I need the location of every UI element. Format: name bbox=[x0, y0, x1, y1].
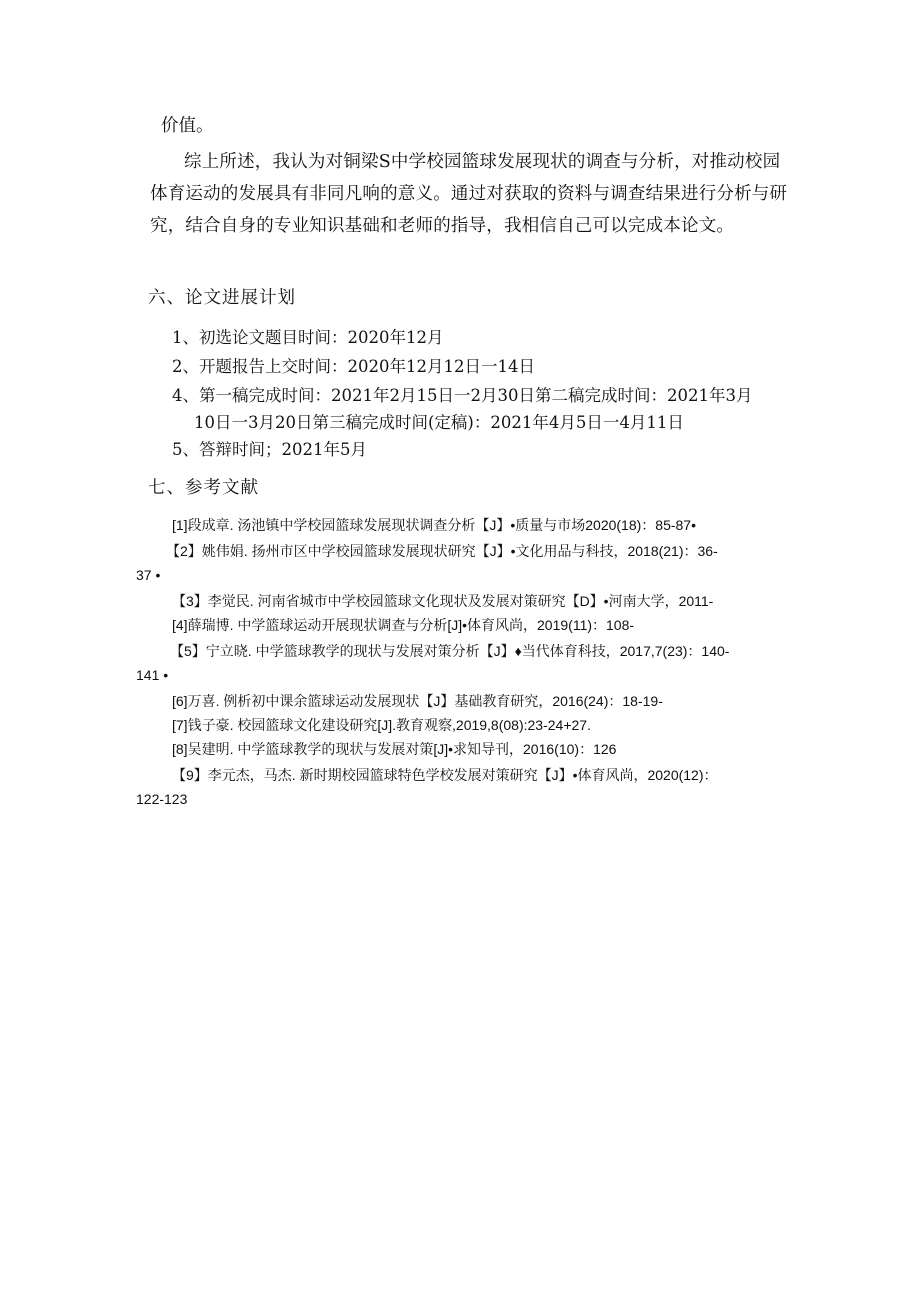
plan-item-continuation: 10日一3月20日第三稿完成时间(定稿)：2021年4月5日一4月11日 bbox=[194, 413, 684, 432]
reference-item: 【3】李觉民. 河南省城市中学校园篮球文化现状及发展对策研究【D】•河南大学，2011- bbox=[172, 593, 714, 609]
plan-item: 1、初选论文题目时间：2020年12月 bbox=[172, 328, 444, 347]
reference-item: [8]吴建明. 中学篮球教学的现状与发展对策[J]•求知导刊，2016(10)：126 bbox=[172, 741, 617, 757]
reference-continuation: 122-123 bbox=[136, 791, 188, 807]
reference-item: [4]薛瑞博. 中学篮球运动开展现状调查与分析[J]•体育风尚，2019(11)：108- bbox=[172, 617, 635, 633]
reference-item: [7]钱子豪. 校园篮球文化建设研究[J].教育观察,2019,8(08):23-24+27. bbox=[172, 717, 591, 733]
reference-item: 【9】李元杰，马杰. 新时期校园篮球特色学校发展对策研究【J】•体育风尚，2020(12)： bbox=[172, 767, 718, 783]
section-heading-progress-plan: 六、论文进展计划 bbox=[148, 288, 296, 308]
reference-continuation: 37 • bbox=[136, 567, 161, 583]
reference-item: 【5】宁立晓. 中学篮球教学的现状与发展对策分析【J】♦当代体育科技，2017,7(23)：140- bbox=[170, 643, 730, 659]
continuation-text: 价值。 bbox=[161, 116, 214, 136]
reference-continuation: 141 • bbox=[136, 667, 169, 683]
plan-item: 5、答辩时间；2021年5月 bbox=[172, 440, 367, 459]
reference-item: [6]万喜. 例析初中课余篮球运动发展现状【J】基础教育研究，2016(24)：18-19- bbox=[172, 693, 663, 709]
section-heading-references: 七、参考文献 bbox=[148, 478, 259, 498]
plan-item: 2、开题报告上交时间：2020年12月12日一14日 bbox=[172, 357, 535, 376]
reference-item: 【2】姚伟娟. 扬州市区中学校园篮球发展现状研究【J】•文化用品与科技，2018(21)：36- bbox=[166, 543, 718, 559]
plan-item: 4、第一稿完成时间：2021年2月15日一2月30日第二稿完成时间：2021年3月 bbox=[172, 386, 753, 405]
reference-item: [1]段成章. 汤池镇中学校园篮球发展现状调查分析【J】•质量与市场2020(18)：85-87• bbox=[172, 517, 696, 533]
conclusion-paragraph: 综上所述，我认为对铜梁S中学校园篮球发展现状的调查与分析，对推动校园体育运动的发展具有非同凡响的意义。通过对获取的资料与调查结果进行分析与研究，结合自身的专业知识基础和老师的指导，我相信自己可以完成本论文。 bbox=[150, 152, 788, 236]
